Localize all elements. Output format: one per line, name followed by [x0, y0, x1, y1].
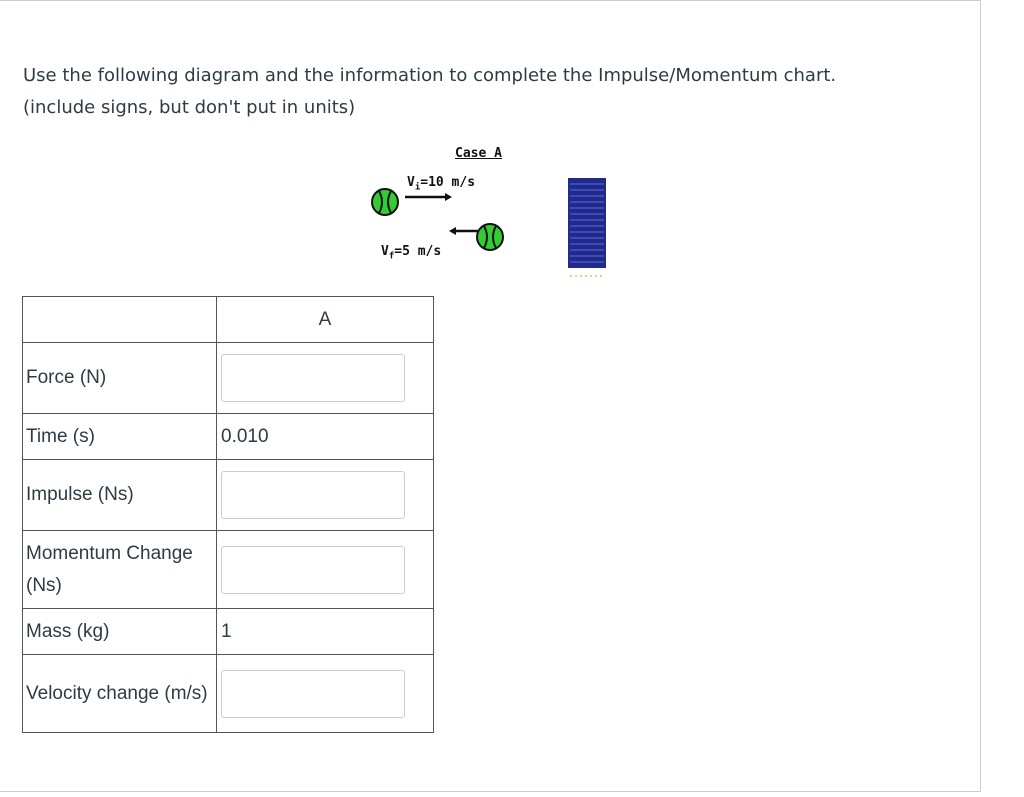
- mass-value: 1: [217, 609, 434, 655]
- impulse-input[interactable]: [221, 471, 405, 519]
- momentum-change-input[interactable]: [221, 546, 405, 594]
- table-header-row: [23, 297, 434, 343]
- table-row: [23, 609, 434, 655]
- velocity-change-cell: [217, 655, 434, 733]
- time-value: 0.010: [217, 414, 434, 460]
- impulse-momentum-chart: [22, 296, 434, 733]
- row-label-impulse: Impulse (Ns): [23, 460, 217, 531]
- row-label-momentum-change: Momentum Change (Ns): [23, 531, 217, 609]
- table-row: [23, 414, 434, 460]
- arrow-right-icon: [405, 192, 453, 202]
- impulse-cell: [217, 460, 434, 531]
- tennis-ball-icon: [370, 187, 400, 217]
- force-cell: [217, 343, 434, 414]
- case-title: Case A: [455, 146, 502, 161]
- initial-velocity-label: $V_i=10$ m/s: [407, 175, 476, 193]
- momentum-change-cell: [217, 531, 434, 609]
- column-header-a: A: [217, 297, 434, 343]
- case-a-diagram: [360, 140, 620, 280]
- arrow-left-icon: [448, 226, 478, 236]
- header-blank-cell: [23, 297, 217, 343]
- row-label-time: Time (s): [23, 414, 217, 460]
- velocity-change-input[interactable]: [221, 670, 405, 718]
- instructions-line-1: Use the following diagram and the information to complete the Impulse/Momentum chart.: [23, 65, 837, 86]
- brick-wall-icon: [568, 178, 606, 280]
- tennis-ball-icon: [475, 222, 505, 252]
- table-row: [23, 655, 434, 733]
- force-input[interactable]: [221, 354, 405, 402]
- table-row: [23, 531, 434, 609]
- table-row: [23, 460, 434, 531]
- row-label-velocity-change: Velocity change (m/s): [23, 655, 217, 733]
- row-label-mass: Mass (kg): [23, 609, 217, 655]
- table-row: [23, 343, 434, 414]
- instructions-line-2: (include signs, but don't put in units): [23, 97, 356, 118]
- final-velocity-label: $V_f=5$ m/s: [381, 244, 442, 262]
- instructions: [23, 60, 836, 124]
- row-label-force: Force (N): [23, 343, 217, 414]
